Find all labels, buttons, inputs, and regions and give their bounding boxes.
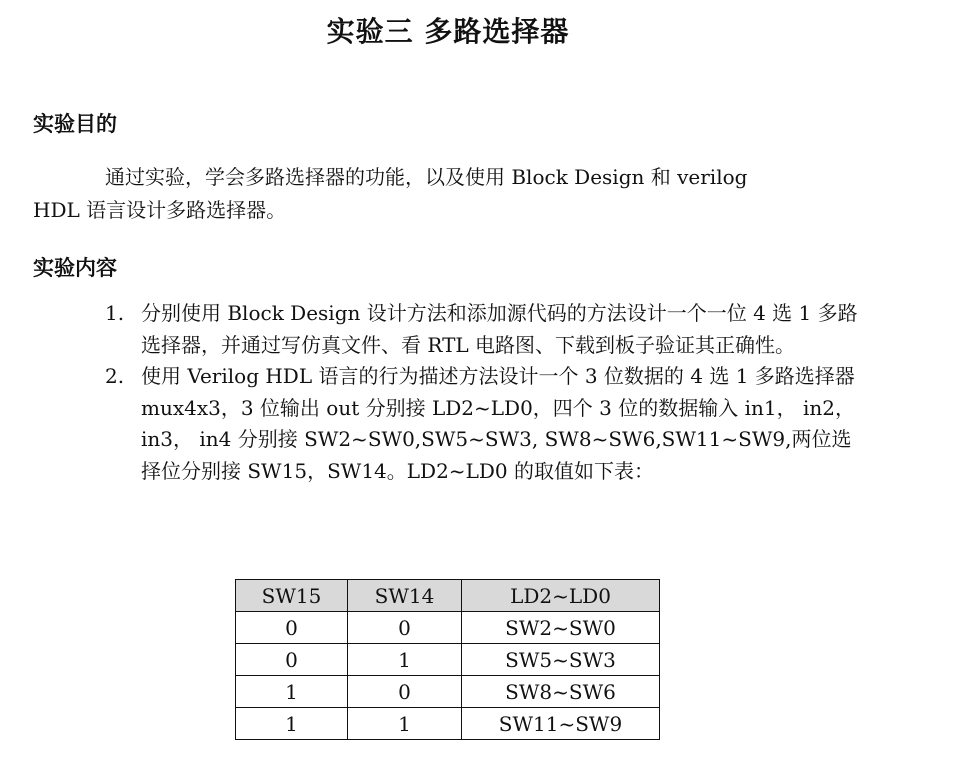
table-row <box>236 612 660 644</box>
table-cell: 1 <box>236 708 348 740</box>
table-cell: SW11~SW9 <box>462 708 660 740</box>
table-row <box>236 676 660 708</box>
table-cell: SW8~SW6 <box>462 676 660 708</box>
list-item-number: 1. <box>105 301 125 325</box>
document-title: 实验三 多路选择器 <box>326 15 570 48</box>
list-item-number: 2. <box>105 364 125 388</box>
table-cell: SW2~SW0 <box>462 612 660 644</box>
table-cell: 0 <box>348 612 462 644</box>
list-item-text: 分别使用 Block Design 设计方法和添加源代码的方法设计一个一位 4 选 1 多路选择器，并通过写仿真文件、看 RTL 电路图、下载到板子验证其正确性。 <box>141 301 858 357</box>
table-header-row <box>236 580 660 612</box>
content-list <box>105 298 870 487</box>
table-cell: 1 <box>348 644 462 676</box>
table-header-cell: SW15 <box>236 580 348 612</box>
purpose-paragraph <box>33 161 863 227</box>
purpose-line-2: HDL 语言设计多路选择器。 <box>33 198 287 222</box>
table-header-cell: LD2~LD0 <box>462 580 660 612</box>
table-row <box>236 708 660 740</box>
table-row <box>236 644 660 676</box>
section-heading-content: 实验内容 <box>33 256 117 280</box>
table-cell: 1 <box>236 676 348 708</box>
table-cell: 0 <box>236 612 348 644</box>
table-cell: 0 <box>348 676 462 708</box>
section-heading-purpose: 实验目的 <box>33 112 117 136</box>
table-cell: 1 <box>348 708 462 740</box>
table-cell: 0 <box>236 644 348 676</box>
selector-truth-table <box>235 579 660 740</box>
list-item <box>105 361 870 487</box>
table-cell: SW5~SW3 <box>462 644 660 676</box>
list-item <box>105 298 870 361</box>
list-item-text: 使用 Verilog HDL 语言的行为描述方法设计一个 3 位数据的 4 选 1 多路选择器 mux4x3，3 位输出 out 分别接 LD2~LD0，四个 3 位的数据输入 in1， in2， in3， in4 分别接 SW2~SW0,SW5~SW3, SW8~SW6,SW11~SW9,两位选择位分别接 SW15，SW14。LD2~LD0 的取值如下表： <box>141 364 855 483</box>
purpose-line-1: 通过实验，学会多路选择器的功能，以及使用 Block Design 和 verilog <box>105 165 748 189</box>
table-header-cell: SW14 <box>348 580 462 612</box>
